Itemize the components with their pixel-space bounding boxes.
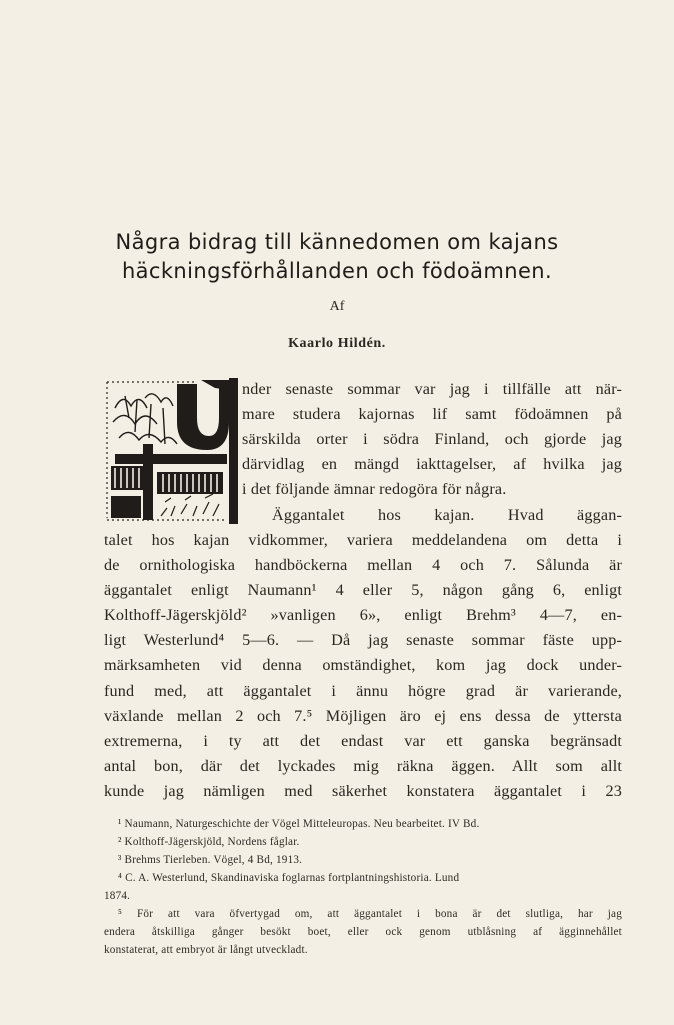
decorated-initial-image	[105, 378, 239, 524]
body-line: de ornithologiska handböckerna mellan 4 och 7. Sålunda är	[104, 556, 622, 574]
body-line: i det följande ämnar redogöra för några.	[242, 480, 507, 498]
footnote-2: ² Kolthoff-Jägerskjöld, Nordens fåglar.	[118, 836, 300, 848]
footnote-5-continued: endera åtskilliga gånger besökt boet, eller ock genom utblåsning af ägginnehållet	[104, 926, 622, 938]
body-line: växlande mellan 2 och 7.⁵ Möjligen äro ej ens dessa de yttersta	[104, 707, 622, 725]
article-title	[60, 228, 614, 286]
footnote-5: ⁵ För att vara öfvertygad om, att äggantalet i bona är det slutliga, har jag	[118, 908, 622, 920]
decorated-initial-u	[105, 378, 239, 524]
body-line: mare studera kajornas lif samt födoämnen på	[242, 405, 622, 423]
footnote-4: ⁴ C. A. Westerlund, Skandinaviska foglarnas fortplantningshistoria. Lund	[118, 872, 460, 884]
body-line: talet hos kajan vidkommer, variera meddelandena om detta i	[104, 531, 622, 549]
body-line: Kolthoff-Jägerskjöld² »vanligen 6», enligt Brehm³ 4—7, en-	[104, 606, 622, 624]
footnote-1: ¹ Naumann, Naturgeschichte der Vögel Mitteleuropas. Neu bearbeitet. IV Bd.	[118, 818, 480, 830]
body-line: ligt Westerlund⁴ 5—6. — Då jag senaste sommar fäste upp-	[104, 631, 622, 649]
footnote-5-end: konstaterat, att embryot är långt utveckladt.	[104, 944, 308, 956]
byline-prefix: Af	[329, 299, 345, 314]
title-line-2: häckningsförhållanden och födoämnen.	[121, 259, 553, 283]
body-line: nder senaste sommar var jag i tillfälle att när-	[242, 380, 622, 398]
author-name: Kaarlo Hildén.	[288, 336, 386, 351]
body-line: kunde jag nämligen med säkerhet konstatera äggantalet i 23	[104, 782, 622, 800]
body-line: märksamheten vid denna omständighet, kom jag dock under-	[104, 656, 622, 674]
body-line: extremerna, i ty att det endast var ett ganska begränsadt	[104, 732, 622, 750]
body-line: särskilda orter i södra Finland, och gjorde jag	[242, 430, 622, 448]
title-line-1: Några bidrag till kännedomen om kajans	[115, 230, 559, 254]
body-line: därvidlag en mängd iakttagelser, af hvilka jag	[242, 455, 622, 473]
body-line: fund med, att äggantalet i ännu högre grad är varierande,	[104, 682, 622, 700]
body-line: äggantalet enligt Naumann¹ 4 eller 5, någon gång 6, enligt	[104, 581, 622, 599]
body-line: antal bon, där det lyckades mig räkna äggen. Allt som allt	[104, 757, 622, 775]
footnote-4-continued: 1874.	[104, 890, 131, 902]
section-heading-line: Äggantalet hos kajan. Hvad äggan-	[272, 506, 622, 524]
footnote-3: ³ Brehms Tierleben. Vögel, 4 Bd, 1913.	[118, 854, 303, 866]
